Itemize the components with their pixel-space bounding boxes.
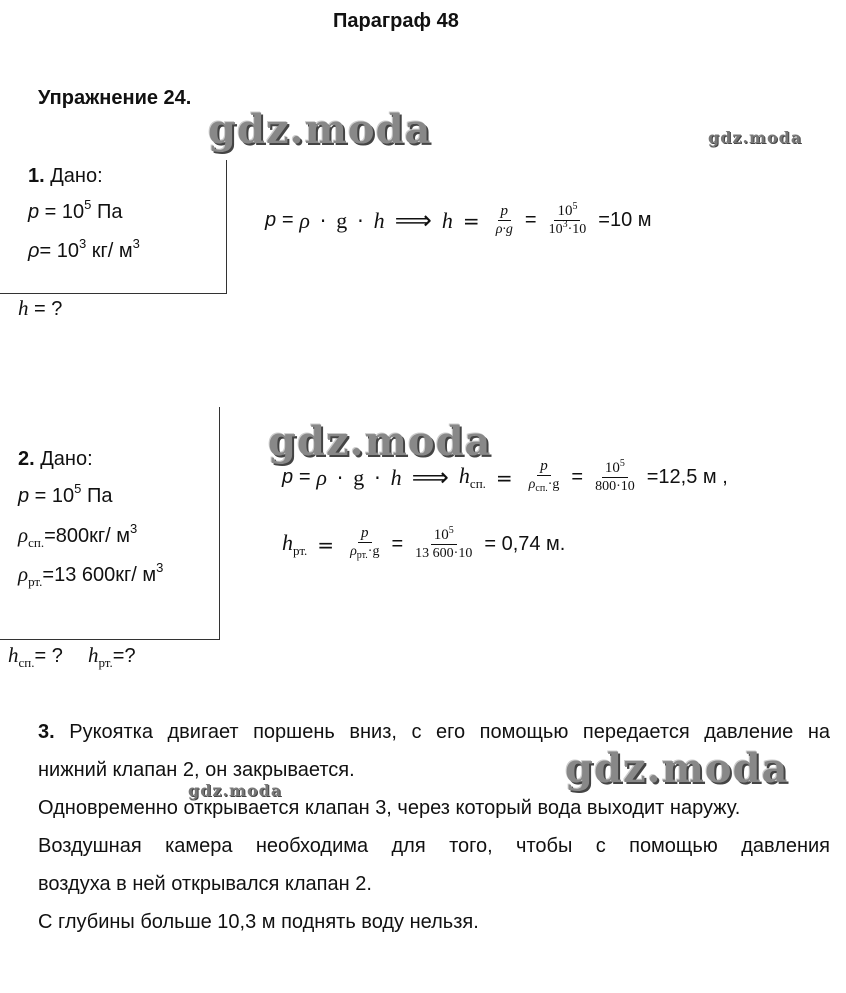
fraction: $\frac{10^5}{13 600\cdot 10}$ [415,525,473,561]
problem2-formula-mercury: $h_{рт.}$ = $\frac{p}{\rho_{рт.}\cdot g}$ = $\frac{10^5}{13 600\cdot 10}$ = 0,74 м. [282,525,565,564]
watermark: gdz.moda [188,781,283,800]
given-box-border [0,639,220,640]
given-box-border [0,293,227,294]
problem3-line: 3. Рукоятка двигает поршень вниз, с его помощью передается давление на [38,721,830,743]
problem3-text [38,713,830,941]
fraction: $\frac{10^5}{10^3\cdot 10}$ [548,201,587,237]
problem3-line: Воздушная камера необходима для того, чтобы с помощью давления [38,835,830,857]
given-box-border [219,407,220,640]
problem1-pressure: $p = 10^5$ Па [28,197,123,223]
exercise-title: Упражнение 24. [38,87,192,109]
watermark: gdz.moda [208,106,432,153]
problem1-density: $\rho= 10^3$ кг/ $м^3$ [28,236,140,262]
problem2-given-label: 2. Дано: [18,448,93,470]
problem1-given-label: 1. Дано: [28,165,103,187]
problem3-line: нижний клапан 2, он закрывается. [38,759,355,781]
given-box-border [226,160,227,294]
page-title: Параграф 48 [333,10,459,32]
problem1-formula: p = ρ · g · h ⟹ h = $\frac{p}{\rho\cdot g}$ = $\frac{10^5}{10^3\cdot 10}$ =10 м [265,201,652,237]
problem1-find: h = ? [18,296,63,320]
problem2-formula-oil: p = ρ · g · h ⟹ $h_{сп.}$ = $\frac{p}{\rho_{сп.}\cdot g}$ = $\frac{10^5}{800\cdot 10}$ =12,5 м , [282,458,728,497]
fraction: $\frac{p}{\rho\cdot g}$ [495,203,513,237]
watermark: gdz.moda [708,128,803,147]
watermark: gdz.moda [565,745,789,792]
fraction: $\frac{p}{\rho_{сп.}\cdot g}$ [528,458,560,494]
problem2-density-oil: $\rho_{сп.}=800кг/$ $м^3$ [18,521,138,550]
problem3-line: воздуха в ней открывался клапан 2. [38,873,372,895]
problem2-density-mercury: $\rho_{рт.}=13$ 600кг/ $м^3$ [18,560,164,589]
problem2-pressure: $p = 10^5$ Па [18,481,113,507]
problem3-line: Одновременно открывается клапан 3, через который вода выходит наружу. [38,797,741,819]
problem3-line: С глубины больше 10,3 м поднять воду нельзя. [38,911,479,933]
problem2-find: $h_{сп.}=$ ? $h_{рт.}=$? [8,643,136,670]
fraction: $\frac{10^5}{800\cdot 10}$ [595,458,635,494]
fraction: $\frac{p}{\rho_{рт.}\cdot g}$ [350,525,380,561]
watermark: gdz.moda [268,418,492,465]
